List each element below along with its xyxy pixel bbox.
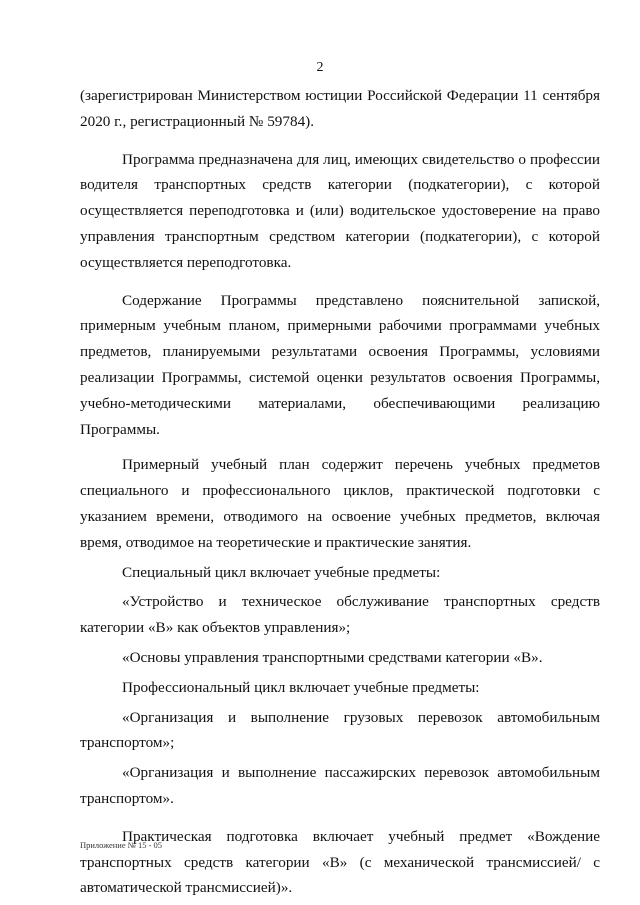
list-item-special-subject-2: «Основы управления транспортными средствами категории «В».: [122, 648, 543, 666]
paragraph-special-cycle-heading: Специальный цикл включает учебные предметы:: [122, 563, 441, 581]
paragraph-registration: (зарегистрирован Министерством юстиции Российской Федерации 11 сентября 2020 г., регистрационный № 59784).: [80, 87, 600, 130]
paragraph-professional-cycle-heading: Профессиональный цикл включает учебные предметы:: [122, 678, 480, 696]
list-item-special-subject-1: «Устройство и техническое обслуживание транспортных средств категории «В» как объектов управления»;: [80, 593, 600, 637]
paragraph-practical-training: Практическая подготовка включает учебный предмет «Вождение транспортных средств категории «В» (с механической трансмиссией/ с автоматической трансмиссией)».: [80, 827, 600, 897]
paragraph-curriculum: Примерный учебный план содержит перечень учебных предметов специального и профессионального циклов, практической подготовки с указанием времени, отводимого на освоение учебных предметов, включая время, отводимое на теоретические и практические занятия.: [80, 456, 600, 551]
paragraph-program-content: Содержание Программы представлено пояснительной запиской, примерным учебным планом, примерными рабочими программами учебных предметов, планируемыми результатами освоения Программы, условиями реализации Программы, системой оценки результатов освоения Программы, учебно-методическими материалами, обеспечивающими реализацию Программы.: [80, 291, 600, 438]
paragraph-program-purpose: Программа предназначена для лиц, имеющих свидетельство о профессии водителя транспортных средств категории (подкатегории), с которой осуществляется переподготовка и (или) водительское удостоверение на право управления транспортным средством категории (подкатегории), с которой осуществляется переподготовка.: [80, 150, 600, 271]
document-body: [80, 83, 600, 901]
list-item-professional-subject-1: «Организация и выполнение грузовых перевозок автомобильным транспортом»;: [80, 708, 600, 752]
list-item-professional-subject-2: «Организация и выполнение пассажирских перевозок автомобильным транспортом».: [80, 764, 600, 807]
page-number: 2: [316, 60, 324, 75]
footer-note: Приложение № 15 - 05: [80, 840, 163, 850]
